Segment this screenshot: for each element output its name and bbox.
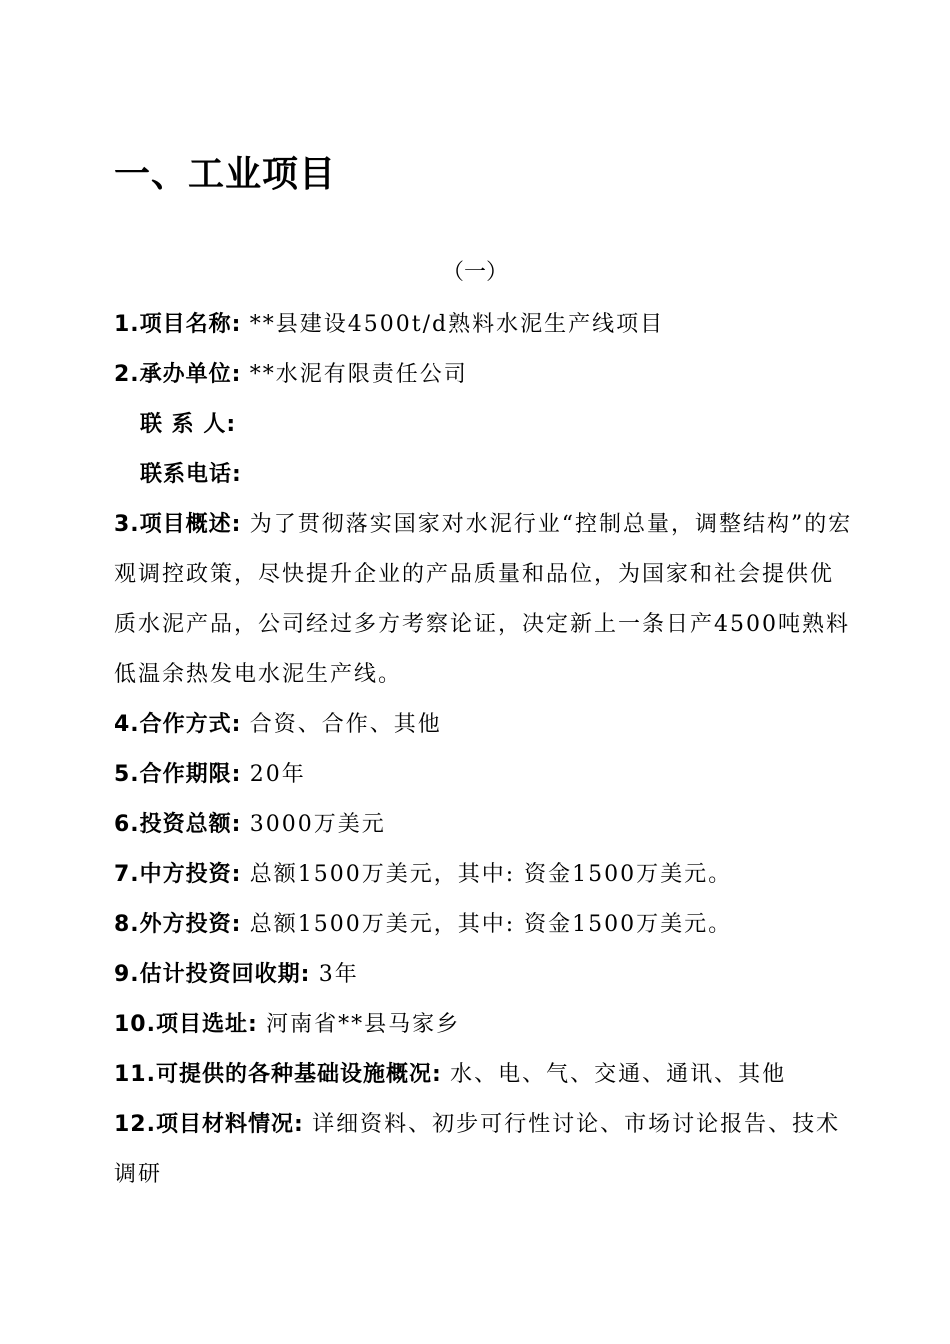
item-label: 3.项目概述: [114,512,242,537]
item-label: 8.外方投资: [114,912,242,937]
item-cooperation-term [114,750,854,800]
section-title: 一、工业项目 [114,154,337,195]
item-organizer [114,350,854,400]
item-foreign-investment [114,900,854,950]
item-label: 2.承办单位: [114,362,242,387]
item-project-name [114,300,854,350]
item-label: 4.合作方式: [114,712,242,737]
sub-heading: （一） [441,260,508,285]
item-value: 详细资料、初步可行性讨论、市场讨论报告、技术调研 [114,1112,841,1187]
item-value: 为了贯彻落实国家对水泥行业“控制总量，调整结构”的宏观调控政策，尽快提升企业的产品质量和品位，为国家和社会提供优质水泥产品，公司经过多方考察论证，决定新上一条日产4500吨熟料低温余热发电水泥生产线。 [114,512,853,687]
item-overview [114,500,854,700]
item-project-site [114,1000,854,1050]
item-value: 水、电、气、交通、通讯、其他 [450,1062,787,1087]
item-label: 9.估计投资回收期: [114,962,311,987]
item-value: 总额1500万美元，其中: 资金1500万美元。 [249,862,733,887]
item-contact-phone [114,450,854,500]
item-chinese-investment [114,850,854,900]
item-value: 3000万美元 [249,812,386,837]
item-value: 合资、合作、其他 [249,712,442,737]
item-value: **水泥有限责任公司 [249,362,468,387]
item-label: 联系电话: [140,462,242,487]
item-contact-person [114,400,854,450]
item-total-investment [114,800,854,850]
item-value: **县建设4500t/d熟料水泥生产线项目 [249,312,665,337]
item-value: 总额1500万美元，其中: 资金1500万美元。 [249,912,733,937]
item-label: 5.合作期限: [114,762,242,787]
item-label: 12.项目材料情况: [114,1112,304,1137]
item-label: 11.可提供的各种基础设施概况: [114,1062,442,1087]
item-value: 河南省**县马家乡 [266,1012,461,1037]
project-details [114,300,854,1200]
item-materials [114,1100,854,1200]
item-label: 联 系 人: [140,412,237,437]
item-cooperation-mode [114,700,854,750]
item-value: 3年 [318,962,359,987]
item-payback-period [114,950,854,1000]
item-value: 20年 [249,762,306,787]
item-label: 6.投资总额: [114,812,242,837]
item-label: 7.中方投资: [114,862,242,887]
item-infrastructure [114,1050,854,1100]
item-label: 1.项目名称: [114,312,242,337]
item-label: 10.项目选址: [114,1012,258,1037]
